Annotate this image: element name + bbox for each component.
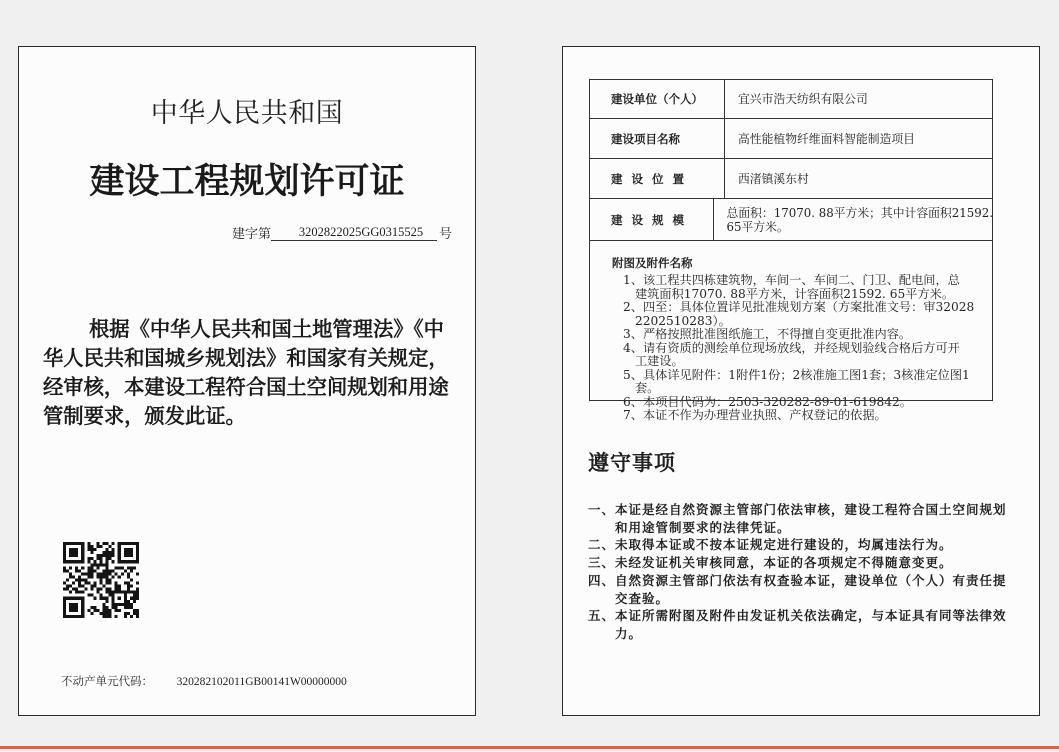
notice-line: 一、本证是经自然资源主管部门依法审核，建设工程符合国土空间规划: [588, 502, 1007, 517]
scan-edge: [0, 746, 1059, 749]
attachment-line: 建筑面积17070. 88平方米，计容面积21592. 65平方米。: [635, 286, 955, 301]
notice-line: 交查验。: [615, 590, 670, 606]
statement-line: 根据《中华人民共和国土地管理法》《中: [89, 317, 444, 341]
table-row: [589, 119, 993, 159]
row-value-scale: [714, 199, 993, 240]
attachments-section: [612, 256, 1022, 423]
row-label-scale: 建 设 规 模: [589, 199, 714, 240]
table-row: [589, 79, 993, 119]
value-line: 宜兴市浩天纺织有限公司: [738, 91, 868, 106]
attachment-line: 工建设。: [635, 354, 684, 368]
value-line: 高性能植物纤维面料智能制造项目: [738, 131, 915, 146]
attachment-line: 5、具体详见附件：1附件1份；2核准施工图1套；3核准定位图1: [623, 367, 970, 382]
notice-line: 和用途管制要求的法律凭证。: [615, 519, 791, 535]
qr-code: [63, 542, 139, 618]
property-unit-code-row: [61, 673, 347, 689]
notice-line: 四、自然资源主管部门依法有权查验本证，建设单位（个人）有责任提: [588, 572, 1007, 588]
row-value-location: [725, 159, 993, 198]
notice-heading: 遵守事项: [588, 451, 676, 475]
statement-line: 管制要求，颁发此证。: [43, 404, 246, 428]
table-row: [589, 159, 993, 199]
property-unit-code-label: 不动产单元代码：: [61, 674, 153, 688]
permit-number: 3202822025GG0315525: [271, 224, 437, 241]
row-label-project-name: 建设项目名称: [589, 119, 725, 158]
issuance-statement: [43, 315, 468, 431]
attachment-line: 1、该工程共四栋建筑物，车间一、车间二、门卫、配电间，总: [623, 273, 960, 287]
notice-line: 三、未经发证机关审核同意，本证的各项规定不得随意变更。: [588, 555, 953, 571]
attachment-line: 套。: [635, 381, 660, 395]
statement-line: 经审核，本建设工程符合国土空间规划和用途: [43, 375, 449, 399]
attachment-line: 7、本证不作为办理营业执照、产权登记的依据。: [623, 408, 887, 422]
permit-back-page: [562, 46, 1040, 716]
row-value-project-name: [725, 119, 993, 158]
permit-suffix: 号: [439, 227, 453, 242]
notice-line: 二、未取得本证或不按本证规定进行建设的，均属违法行为。: [588, 537, 953, 553]
row-value-developer: [725, 79, 993, 118]
notice-line: 五、本证所需附图及附件由发证机关依法确定，与本证具有同等法律效: [588, 608, 1007, 624]
permit-number-row: [232, 223, 452, 241]
project-info-table: [589, 79, 993, 241]
attachments-heading: 附图及附件名称: [612, 256, 693, 270]
row-label-location: 建 设 位 置: [589, 159, 725, 198]
value-line: 西渚镇溪东村: [738, 171, 809, 186]
attachment-line: 4、请有资质的测绘单位现场放线，并经规划验线合格后方可开: [623, 340, 960, 355]
attachment-line: 3、严格按照批准图纸施工，不得擅自变更批准内容。: [623, 327, 912, 341]
attachment-line: 2、四至：具体位置详见批准规划方案（方案批准文号：审32028: [623, 300, 975, 314]
value-line: 总面积：17070. 88平方米；其中计容面积21592.: [726, 205, 993, 220]
value-line: 65平方米。: [726, 219, 789, 234]
issuing-country: 中华人民共和国: [150, 98, 344, 129]
statement-line: 华人民共和国城乡规划法》和国家有关规定，: [43, 346, 449, 370]
table-row: [589, 199, 993, 241]
attachment-line: 2202510283）。: [635, 313, 731, 328]
property-unit-code: 320282102011GB00141W00000000: [176, 676, 347, 688]
attachments-list: [623, 274, 1022, 423]
permit-prefix: 建字第: [232, 227, 272, 242]
notice-list: [588, 501, 1028, 643]
notice-line: 力。: [615, 625, 643, 641]
attachment-line: 6、本项目代码为：2503-320282-89-01-619842。: [623, 394, 912, 409]
certificate-title: 建设工程规划许可证: [89, 162, 405, 202]
permit-front-page: [18, 46, 476, 716]
row-label-developer: 建设单位（个人）: [589, 79, 725, 118]
